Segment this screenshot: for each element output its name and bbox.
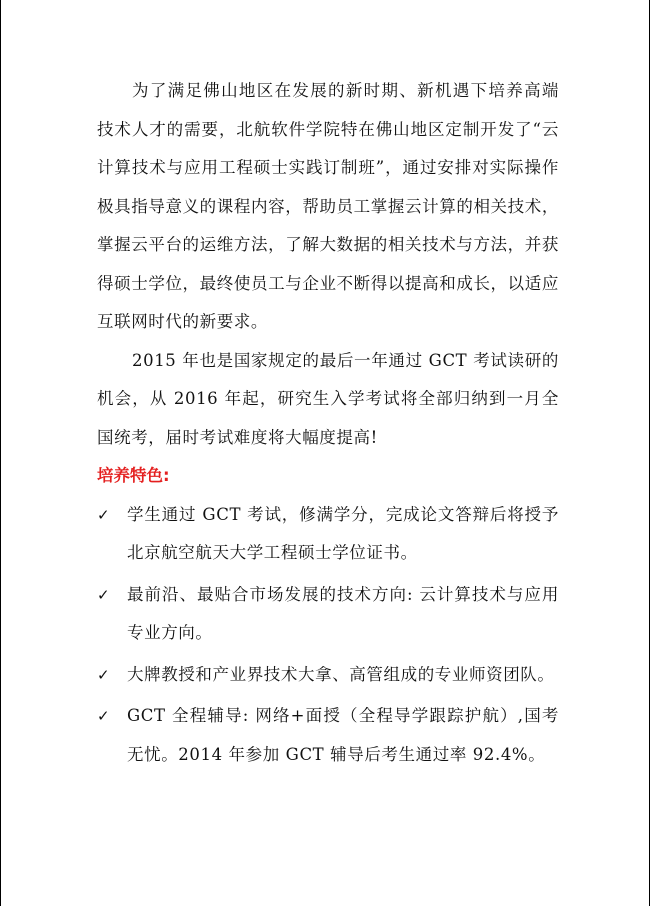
- list-item: [97, 576, 559, 653]
- list-item: [97, 656, 559, 695]
- feature-text: 大牌教授和产业界技术大拿、高管组成的专业师资团队。: [127, 664, 555, 684]
- check-icon: ✓: [97, 707, 111, 725]
- check-icon: ✓: [97, 585, 111, 604]
- list-item: [97, 496, 559, 573]
- deadline-paragraph: 2015 年也是国家规定的最后一年通过 GCT 考试读研的机会，从 2016 年起，研究生入学考试将全部归纳到一月全国统考，届时考试难度将大幅度提高!: [97, 350, 559, 447]
- feature-text: GCT 全程辅导: 网络+面授（全程导学跟踪护航）,国考无忧。2014 年参加 GCT 辅导后考生通过率 92.4%。: [127, 706, 559, 764]
- intro-paragraph: 为了满足佛山地区在发展的新时期、新机遇下培养高端技术人才的需要，北航软件学院特在佛山地区定制开发了“云计算技术与应用工程硕士实践订制班”，通过安排对实际操作极具指导意义的课程内容，帮助员工掌握云计算的相关技术，掌握云平台的运维方法，了解大数据的相关技术与方法，并获得硕士学位，最终使员工与企业不断得以提高和成长，以适应互联网时代的新要求。: [97, 81, 559, 331]
- check-icon: ✓: [97, 665, 111, 684]
- features-list: [97, 496, 559, 775]
- check-icon: ✓: [97, 505, 111, 524]
- feature-text: 最前沿、最贴合市场发展的技术方向: 云计算技术与应用专业方向。: [127, 584, 559, 642]
- feature-text: 学生通过 GCT 考试，修满学分，完成论文答辩后将授予北京航空航天大学工程硕士学位证书。: [127, 504, 559, 562]
- features-heading: 培养特色:: [97, 466, 170, 485]
- document-content: [97, 72, 559, 777]
- list-item: [97, 697, 559, 774]
